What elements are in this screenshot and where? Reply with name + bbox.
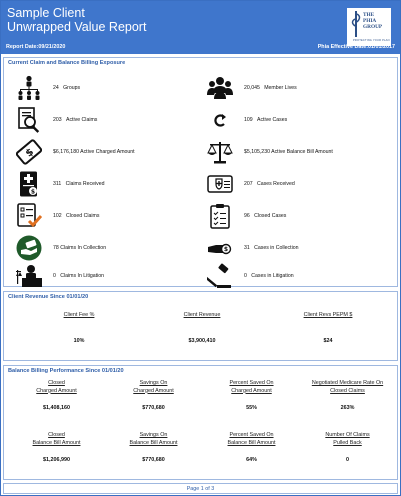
- metric-label: Active Balance Bill Amount: [271, 149, 333, 155]
- metric-claims-in-collection: [16, 235, 186, 261]
- svg-text:$: $: [30, 188, 36, 196]
- billing-value: $1,206,990: [43, 457, 70, 464]
- svg-text:$: $: [223, 246, 229, 254]
- metric-label: Claims In Collection: [60, 245, 107, 251]
- revenue-header: Client Fee %: [63, 312, 95, 318]
- metric-label: Active Charged Amount: [80, 149, 135, 155]
- logo-tagline: PROTECTING YOUR PLAN: [353, 39, 390, 42]
- billing-header: Percent Saved On Charged Amount: [229, 380, 274, 394]
- metric-closed-claims: [16, 203, 186, 229]
- revenue-header: Client Revs PEPM $: [303, 312, 353, 318]
- metric-active-balance-bill-amount: [207, 139, 397, 165]
- metric-value: 31: [244, 245, 250, 251]
- cash-collection-icon: [16, 235, 42, 261]
- magnify-document-icon: [16, 107, 42, 133]
- billing-header: Savings On Balance Bill Amount: [129, 432, 178, 446]
- report-date: Report Date:09/21/2020: [6, 44, 66, 50]
- page-number: Page 1 of 3: [186, 486, 215, 492]
- metric-label: Claims Received: [65, 181, 105, 187]
- refresh-icon: [207, 107, 233, 133]
- revenue-header: Client Revenue: [183, 312, 221, 318]
- metric-groups: [16, 75, 186, 101]
- metric-label: Closed Cases: [254, 213, 287, 219]
- metric-active-claims: [16, 107, 186, 133]
- metric-label: Active Claims: [65, 117, 98, 123]
- metric-value: 311: [53, 181, 62, 187]
- group-org-icon: [16, 75, 42, 101]
- gavel-icon: [207, 263, 233, 289]
- metric-cases-in-collection: [207, 235, 387, 261]
- revenue-client-pepm: [268, 312, 388, 344]
- revenue-value: 10%: [73, 338, 85, 344]
- metric-cases-in-litigation: [207, 263, 387, 289]
- revenue-value: $24: [323, 338, 333, 344]
- page-footer: [3, 483, 398, 494]
- metric-active-charged-amount: [16, 139, 206, 165]
- metric-member-lives: [207, 75, 387, 101]
- metric-value: 20,045: [244, 85, 260, 91]
- report-header: [1, 1, 400, 54]
- billing-value: 55%: [246, 405, 257, 412]
- exposure-title: Current Claim and Balance Billing Exposure: [8, 60, 126, 66]
- billing-value: $770,680: [142, 405, 165, 412]
- checklist-icon: [16, 203, 42, 229]
- hand-money-icon: [207, 235, 233, 261]
- metric-active-cases: [207, 107, 387, 133]
- svg-text:$: $: [23, 146, 37, 160]
- money-tag-icon: [16, 139, 42, 165]
- clipboard-check-icon: [207, 203, 233, 229]
- metric-label: Active Cases: [256, 117, 288, 123]
- revenue-value: $3,900,410: [188, 338, 216, 344]
- billing-value: 64%: [246, 457, 257, 464]
- metric-closed-cases: [207, 203, 387, 229]
- billing-title: Balance Billing Performance Since 01/01/20: [8, 368, 124, 374]
- billing-savings-charged: [106, 380, 201, 411]
- metric-label: Cases Received: [256, 181, 295, 187]
- scales-icon: [207, 139, 233, 165]
- metric-value: 0: [53, 273, 56, 279]
- billing-value: 0: [346, 457, 349, 464]
- metric-label: Groups: [63, 85, 81, 91]
- metric-value: $6,176,180: [53, 149, 79, 155]
- report-name: Unwrapped Value Report: [7, 20, 147, 34]
- logo-wordmark: THE PHIA GROUP: [363, 12, 383, 30]
- metric-claims-received: [16, 171, 186, 197]
- metric-value: 0: [244, 273, 247, 279]
- effective-date: Phia Effective Date:01/01/2017: [317, 44, 395, 50]
- billing-savings-balance: [106, 432, 201, 463]
- metric-value: 203: [53, 117, 62, 123]
- billing-value: $1,408,160: [43, 405, 70, 412]
- date-bar: [1, 44, 400, 54]
- metric-value: 96: [244, 213, 250, 219]
- billing-percent-saved-balance: [204, 432, 299, 463]
- people-icon: [207, 75, 233, 101]
- billing-header: Percent Saved On Balance Bill Amount: [227, 432, 276, 446]
- insurance-card-icon: [207, 171, 233, 197]
- billing-header: Savings On Charged Amount: [133, 380, 174, 394]
- metric-value: 24: [53, 85, 59, 91]
- medical-bill-icon: [16, 171, 42, 197]
- metric-cases-received: [207, 171, 387, 197]
- billing-percent-saved-charged: [204, 380, 299, 411]
- phia-logo-mark-icon: [350, 11, 362, 37]
- metric-claims-in-litigation: [16, 263, 186, 289]
- billing-value: 263%: [340, 405, 355, 412]
- metric-value: 109: [244, 117, 253, 123]
- billing-header: Closed Balance Bill Amount: [32, 432, 81, 446]
- metric-label: Cases in Collection: [254, 245, 299, 251]
- metric-value: 78: [53, 245, 59, 251]
- billing-negotiated-medicare: [300, 380, 395, 411]
- billing-header: Number Of Claims Pulled Back: [325, 432, 370, 446]
- metric-label: Closed Claims: [65, 213, 100, 219]
- revenue-client-fee: [19, 312, 139, 344]
- billing-closed-charged: [9, 380, 104, 411]
- litigation-desk-icon: [16, 263, 42, 289]
- metric-value: $5,105,230: [244, 149, 270, 155]
- billing-header: Negotiated Medicare Rate On Closed Claims: [311, 380, 384, 394]
- client-name: Sample Client: [7, 6, 85, 20]
- metric-value: 207: [244, 181, 253, 187]
- revenue-title: Client Revenue Since 01/01/20: [8, 294, 89, 300]
- metric-value: 102: [53, 213, 62, 219]
- revenue-section: [3, 291, 398, 361]
- metric-label: Member Lives: [264, 85, 297, 91]
- billing-closed-balance: [9, 432, 104, 463]
- report-title: [7, 6, 146, 34]
- billing-claims-pulled-back: [300, 432, 395, 463]
- billing-section: [3, 365, 398, 480]
- phia-logo: [347, 8, 391, 46]
- metric-label: Cases in Litigation: [251, 273, 294, 279]
- exposure-section: [3, 57, 398, 287]
- billing-value: $770,680: [142, 457, 165, 464]
- billing-header: Closed Charged Amount: [36, 380, 77, 394]
- revenue-client-revenue: [142, 312, 262, 344]
- metric-label: Claims In Litigation: [60, 273, 105, 279]
